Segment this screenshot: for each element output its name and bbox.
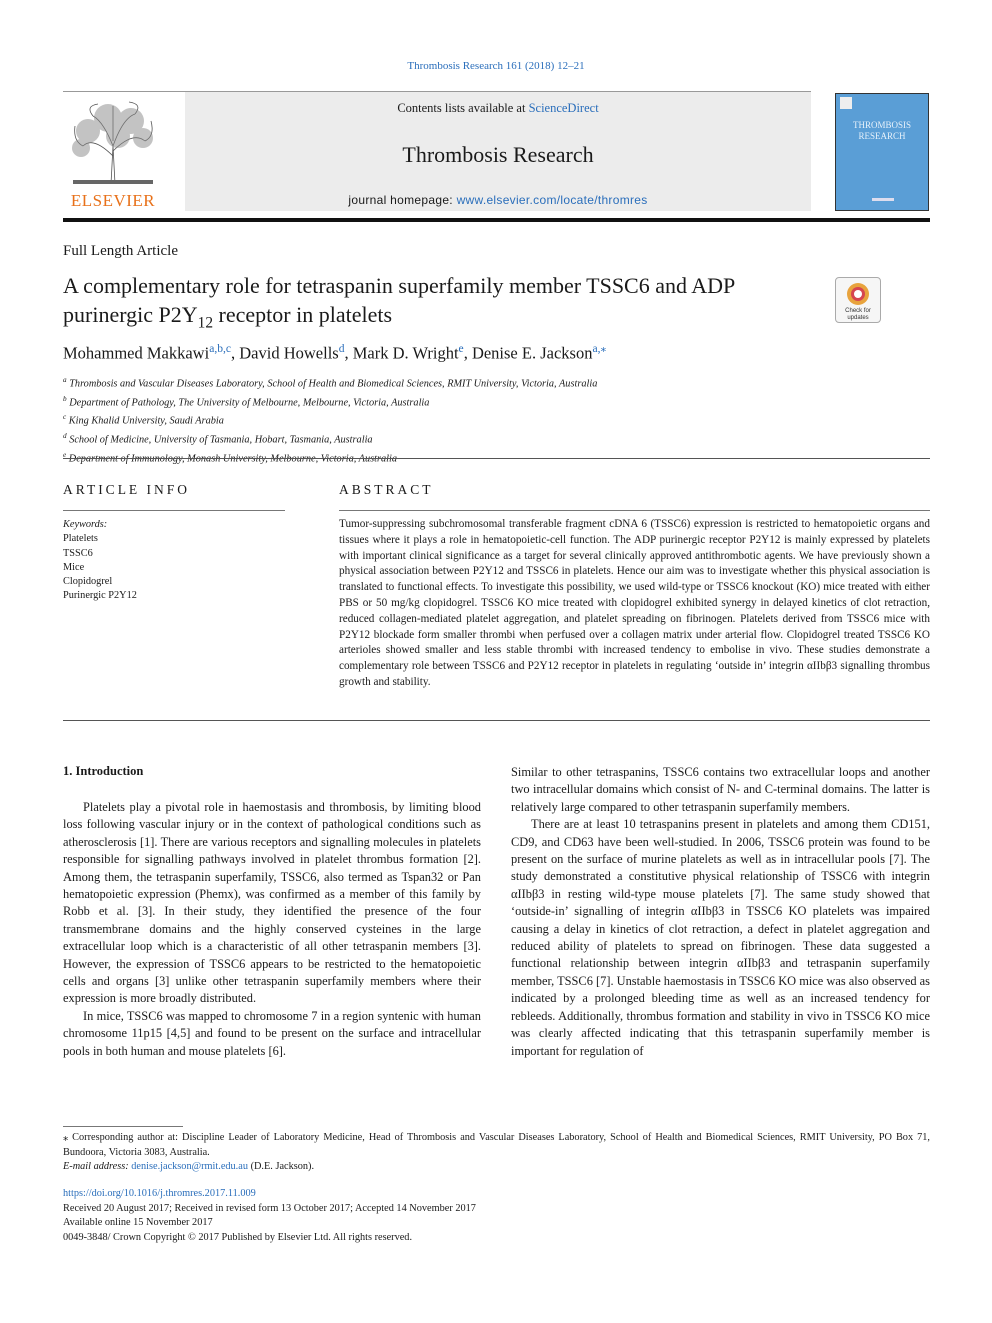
received-dates: Received 20 August 2017; Received in revised form 13 October 2017; Accepted 14 November 2017 — [63, 1202, 476, 1214]
svg-text:Check for: Check for — [845, 308, 871, 314]
contents-prefix: Contents lists available at — [397, 101, 526, 115]
body-column-left — [63, 799, 481, 1060]
affiliations — [63, 373, 597, 466]
author[interactable]: Denise E. Jackson — [471, 343, 593, 363]
title-line-1: A complementary role for tetraspanin superfamily member TSSC6 and ADP — [63, 273, 736, 298]
article-title — [63, 271, 823, 337]
paragraph: Platelets play a pivotal role in haemostasis and thrombosis, by limiting blood loss following vascular injury or in the context of pathological conditions such as atherosclerosis [1]. There are various receptors and signalling molecules in platelets responsible for signalling pathways involved in platelet thrombus formation [2]. Among them, the tetraspanin superfamily, TSSC6, also termed as Tspan32 or Pan hematopoietic expression (Phemx), was confirmed as a member of this family by Robb et al. [3]. In their study, they identified the presence of the four transmembrane domains and the highly conserved cysteines in the large extracellular loop which is a characteristic of all other tetraspanin members [3]. However, the expression of TSSC6 appears to be restricted to the hematopoietic cells and organs [3] unlike other tetraspanin superfamily members where their expression is more broadly distributed. — [63, 800, 481, 1006]
journal-title: Thrombosis Research — [402, 142, 594, 167]
author-affil-marks[interactable]: a,b,c — [209, 343, 231, 355]
journal-citation[interactable]: Thrombosis Research 161 (2018) 12–21 — [407, 60, 585, 72]
publication-info — [63, 1187, 476, 1245]
cover-footer-mark — [872, 198, 894, 201]
author-affil-marks[interactable]: d — [338, 343, 345, 355]
email-suffix: (D.E. Jackson). — [250, 1161, 315, 1172]
keyword: Clopidogrel — [63, 576, 113, 588]
abstract-heading: ABSTRACT — [339, 482, 434, 497]
journal-homepage-line — [185, 193, 811, 207]
author[interactable]: Mohammed Makkawi — [63, 343, 210, 363]
check-for-updates-button[interactable] — [835, 277, 881, 323]
abstract-text: Tumor-suppressing subchromosomal transferable fragment cDNA 6 (TSSC6) expression is restricted to hematopoietic organs and tissues where it plays a role in hematopoietic-cell function. The ADP purinergic receptor P2Y12 is mainly expressed by platelets with important clinical significance as a target for several clinically approved antithrombotic agents. We have previously shown a physical association between P2Y12 and TSSC6 in platelets. Hence our aim was to investigate whether this physical association is translated to functional effects. To investigate this possibility, we used wild-type or TSSC6 knockout (KO) mice treated with either PBS or 50 mg/kg clopidogrel. TSSC6 KO mice treated with clopidogrel exhibited synergy in delayed kinetics of clot retraction, reduced collagen-mediated platelet aggregation, and platelet spreading on fibrinogen. Platelets derived from TSSC6 mice with P2Y12 blockade form smaller thrombi when perfused over a collagen matrix under arterial flow. Clopidogrel treated TSSC6 KO arterioles showed smaller and less stable thrombi with increased tendency to embolise in vivo. These studies demonstrate a complementary role between TSSC6 and P2Y12 receptor in platelets in regulating ‘outside in’ integrin αIIbβ3 signalling thrombus growth and stability. — [339, 518, 930, 688]
email-label: E-mail address: — [63, 1161, 129, 1172]
paragraph: Similar to other tetraspanins, TSSC6 contains two extracellular loops and another two intracellular domains which consist of N- and C-terminal domains. The latter is relatively large compared to other tetraspanin superfamily members. — [511, 765, 930, 814]
section-rule — [63, 458, 930, 459]
publisher-name: ELSEVIER — [70, 191, 156, 210]
paragraph: In mice, TSSC6 was mapped to chromosome 7 in a region syntenic with human chromosome 11p15 [4,5] and found to be present on the surface and intracellular pools in both human and mouse platelets [6]. — [63, 1008, 481, 1058]
author-list: Mohammed Makkawi$^{a,b,c}$, David Howells$^d$, Mark D. Wright$^e$, Denise E. Jackson$^{a,⁎}$ — [63, 343, 607, 363]
copyright: 0049-3848/ Crown Copyright © 2017 Published by Elsevier Ltd. All rights reserved. — [63, 1231, 413, 1243]
homepage-link[interactable]: www.elsevier.com/locate/thromres — [456, 193, 648, 207]
title-line-2: purinergic $P2Y_{12}$ receptor in platelets — [63, 302, 393, 332]
doi-link[interactable]: https://doi.org/10.1016/j.thromres.2017.11.009 — [63, 1188, 256, 1199]
affiliation: $^b$ Department of Pathology, The University of Melbourne, Melbourne, Victoria, Australia — [63, 394, 430, 409]
article-info-rule — [63, 510, 285, 511]
article-info-heading: ARTICLE INFO — [63, 482, 191, 497]
abstract-rule — [339, 510, 930, 511]
sciencedirect-link[interactable]: ScienceDirect — [528, 101, 599, 115]
keyword: Platelets — [63, 533, 98, 545]
author-affil-marks[interactable]: e — [458, 343, 464, 355]
email-line — [63, 1160, 930, 1175]
abstract-bottom-rule — [63, 720, 930, 721]
author[interactable]: Mark D. Wright — [352, 343, 459, 363]
available-online: Available online 15 November 2017 — [63, 1217, 213, 1228]
section-heading-introduction: 1. Introduction — [63, 764, 144, 778]
homepage-prefix: journal homepage: — [348, 193, 453, 207]
cover-title: THROMBOSIS RESEARCH — [852, 120, 911, 141]
author[interactable]: David Howells — [239, 343, 339, 363]
email-link[interactable]: denise.jackson@rmit.edu.au — [131, 1161, 248, 1172]
check-updates-icon — [836, 278, 880, 322]
corresponding-author-note — [63, 1131, 930, 1175]
journal-cover-image — [835, 93, 929, 211]
keyword: TSSC6 — [63, 547, 93, 559]
keyword: Mice — [63, 561, 85, 573]
svg-text:updates: updates — [847, 315, 869, 321]
cover-logo-icon — [840, 97, 852, 109]
keywords-label: Keywords: — [63, 519, 108, 530]
author-affil-marks[interactable]: a,⁎ — [592, 343, 607, 355]
article-type: Full Length Article — [63, 243, 178, 259]
body-column-right — [511, 764, 930, 1060]
footnote-rule — [63, 1126, 183, 1127]
corresponding-text: ⁎ Corresponding author at: Discipline Leader of Laboratory Medicine, Head of Thrombosis and Vascular Diseases Laboratory, School of Health and Biomedical Sciences, RMIT University, PO Box 71, Bundoora, Victoria 3083, Australia. — [63, 1132, 930, 1158]
affiliation: $^d$ School of Medicine, University of Tasmania, Hobart, Tasmania, Australia — [63, 431, 373, 446]
affiliation: $^c$ King Khalid University, Saudi Arabia — [63, 413, 224, 427]
contents-line — [185, 101, 811, 116]
keyword: Purinergic P2Y12 — [63, 590, 137, 602]
elsevier-logo — [63, 96, 163, 211]
paragraph: There are at least 10 tetraspanins present in platelets and among them CD151, CD9, and CD63 have been well-studied. In 2006, TSSC6 protein was found to be present on the surface of murine platelets as well as in intracellular pools [7]. The study demonstrated a constitutive physical relationship of TSSC6 with integrin αIIbβ3 in resting wild-type mouse platelets [7]. The same study showed that ‘outside-in’ signalling of integrin αIIbβ3 in TSSC6 KO platelets was impaired causing a delay in kinetics of clot retraction, a defect in platelet aggregation and reduced ability of platelets to spread on fibrinogen. These data suggested a functional relationship between integrin αIIbβ3 and tetraspanin superfamily member, TSSC6 [7]. Unstable haemostasis in TSSC6 KO mice was also observed as indicated by a prolonged bleeding time as well as an increased tendency for rebleeds. Additionally, thrombus formation and stability in vivo in TSSC6 KO mice was clearly affected indicating that this tetraspanin superfamily member is important for regulation of — [511, 817, 930, 1058]
affiliation: $^a$ Thrombosis and Vascular Diseases Laboratory, School of Health and Biomedical Sciences, RMIT University, Victoria, Australia — [63, 376, 598, 390]
keywords-block — [63, 518, 137, 604]
affiliation: e — [63, 450, 67, 459]
header-bottom-rule — [63, 218, 930, 222]
